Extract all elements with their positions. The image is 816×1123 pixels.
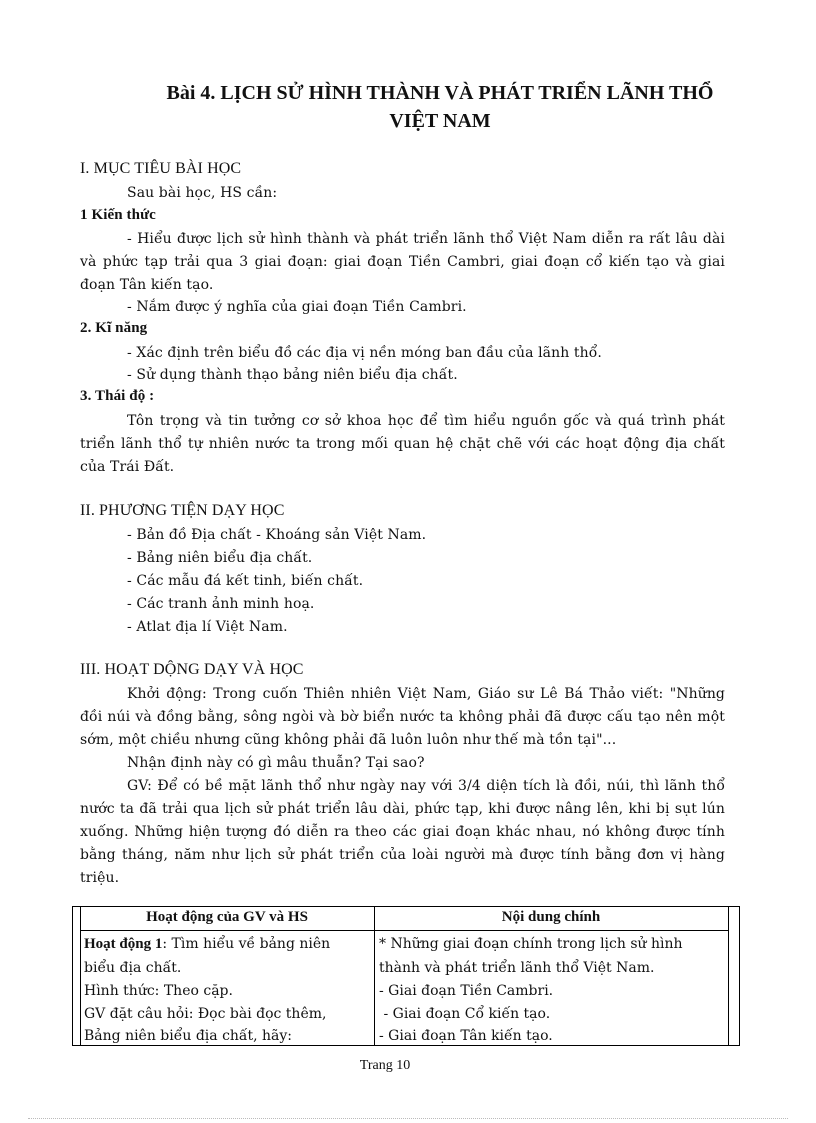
- table-cell-line: thành và phát triển lãnh thổ Việt Nam.: [379, 960, 655, 976]
- table-divider: [374, 906, 375, 1046]
- table-cell-line: - Giai đoạn Cổ kiến tạo.: [379, 1006, 551, 1022]
- table-header-content: Nội dung chính: [501, 909, 601, 925]
- attitude-line: triển lãnh thổ tự nhiên nước ta trong mối quan hệ chặt chẽ với các hoạt động địa chất: [80, 436, 725, 452]
- activity-line: sớm, một chiều nhưng cũng không phải đã luôn luôn như thế mà tồn tại"...: [80, 732, 617, 748]
- table-cell-line: - Giai đoạn Tiền Cambri.: [379, 983, 554, 999]
- table-cell-activity-title: [84, 932, 330, 956]
- materials-item: - Các mẫu đá kết tinh, biến chất.: [127, 573, 364, 589]
- lesson-title-line2: VIỆT NAM: [389, 110, 491, 132]
- table-cell-line: Bảng niên biểu địa chất, hãy:: [84, 1028, 293, 1044]
- page-separator: [28, 1118, 788, 1119]
- skills-line: - Sử dụng thành thạo bảng niên biểu địa chất.: [127, 367, 458, 383]
- page-number: Trang 10: [359, 1058, 411, 1073]
- activity-title-rest: : Tìm hiểu về bảng niên: [162, 936, 331, 952]
- materials-item: - Bản đồ Địa chất - Khoáng sản Việt Nam.: [127, 527, 427, 543]
- table-cell-line: - Giai đoạn Tân kiến tạo.: [379, 1028, 553, 1044]
- activity-line: Khởi động: Trong cuốn Thiên nhiên Việt Nam, Giáo sư Lê Bá Thảo viết: "Những: [127, 686, 725, 702]
- lesson-title-line1: Bài 4. LỊCH SỬ HÌNH THÀNH VÀ PHÁT TRIỂN LÃNH THỔ: [166, 82, 714, 104]
- activity-line: đồi núi và đồng bằng, sông ngòi và bờ biển nước ta không phải đã được cấu tạo nên một: [80, 709, 725, 725]
- knowledge-line: - Nắm được ý nghĩa của giai đoạn Tiền Cambri.: [127, 299, 467, 315]
- knowledge-line: - Hiểu được lịch sử hình thành và phát triển lãnh thổ Việt Nam diễn ra rất lâu dài: [127, 231, 725, 247]
- knowledge-heading: 1 Kiến thức: [80, 207, 156, 223]
- activity-line: xuống. Những hiện tượng đó diễn ra theo các giai đoạn khác nhau, nó không được tính: [80, 824, 725, 840]
- table-cell-line: Hình thức: Theo cặp.: [84, 983, 233, 999]
- activity-line: Nhận định này có gì mâu thuẫn? Tại sao?: [127, 755, 425, 771]
- materials-item: - Atlat địa lí Việt Nam.: [127, 619, 288, 635]
- attitude-heading: 3. Thái độ :: [80, 388, 155, 404]
- knowledge-line: đoạn Tân kiến tạo.: [80, 277, 214, 293]
- section-1-intro: Sau bài học, HS cần:: [127, 185, 278, 201]
- skills-heading: 2. Kĩ năng: [80, 320, 148, 336]
- table-header-activities: Hoạt động của GV và HS: [146, 909, 308, 925]
- materials-item: - Các tranh ảnh minh hoạ.: [127, 596, 315, 612]
- activity-line: bằng tháng, năm như lịch sử phát triển của loài người mà được tính bằng đơn vị hàng: [80, 847, 725, 863]
- section-2-heading: II. PHƯƠNG TIỆN DẠY HỌC: [80, 502, 285, 519]
- section-3-heading: III. HOẠT DỘNG DẠY VÀ HỌC: [80, 661, 304, 678]
- activity-line: GV: Để có bề mặt lãnh thổ như ngày nay với 3/4 diện tích là đồi, núi, thì lãnh thổ: [127, 778, 725, 794]
- activity-line: nước ta đã trải qua lịch sử phát triển lâu dài, phức tạp, khi được nâng lên, khi bị sụt lún: [80, 801, 725, 817]
- attitude-line: của Trái Đất.: [80, 459, 175, 475]
- table-divider: [728, 906, 729, 1046]
- activity-table: [72, 906, 740, 1046]
- table-cell-line: GV đặt câu hỏi: Đọc bài đọc thêm,: [84, 1006, 327, 1022]
- table-header-line: [80, 930, 728, 931]
- knowledge-line: và phức tạp trải qua 3 giai đoạn: giai đoạn Tiền Cambri, giai đoạn cổ kiến tạo và giai: [80, 254, 725, 270]
- table-divider: [80, 906, 81, 1046]
- table-cell-line: biểu địa chất.: [84, 960, 182, 976]
- activity-label: Hoạt động 1: [84, 936, 163, 952]
- skills-line: - Xác định trên biểu đồ các địa vị nền móng ban đầu của lãnh thổ.: [127, 345, 602, 361]
- section-1-heading: I. MỤC TIÊU BÀI HỌC: [80, 160, 242, 177]
- table-cell-line: * Những giai đoạn chính trong lịch sử hình: [379, 936, 683, 952]
- attitude-line: Tôn trọng và tin tưởng cơ sở khoa học để tìm hiểu nguồn gốc và quá trình phát: [127, 413, 725, 429]
- activity-line: triệu.: [80, 870, 120, 886]
- materials-item: - Bảng niên biểu địa chất.: [127, 550, 313, 566]
